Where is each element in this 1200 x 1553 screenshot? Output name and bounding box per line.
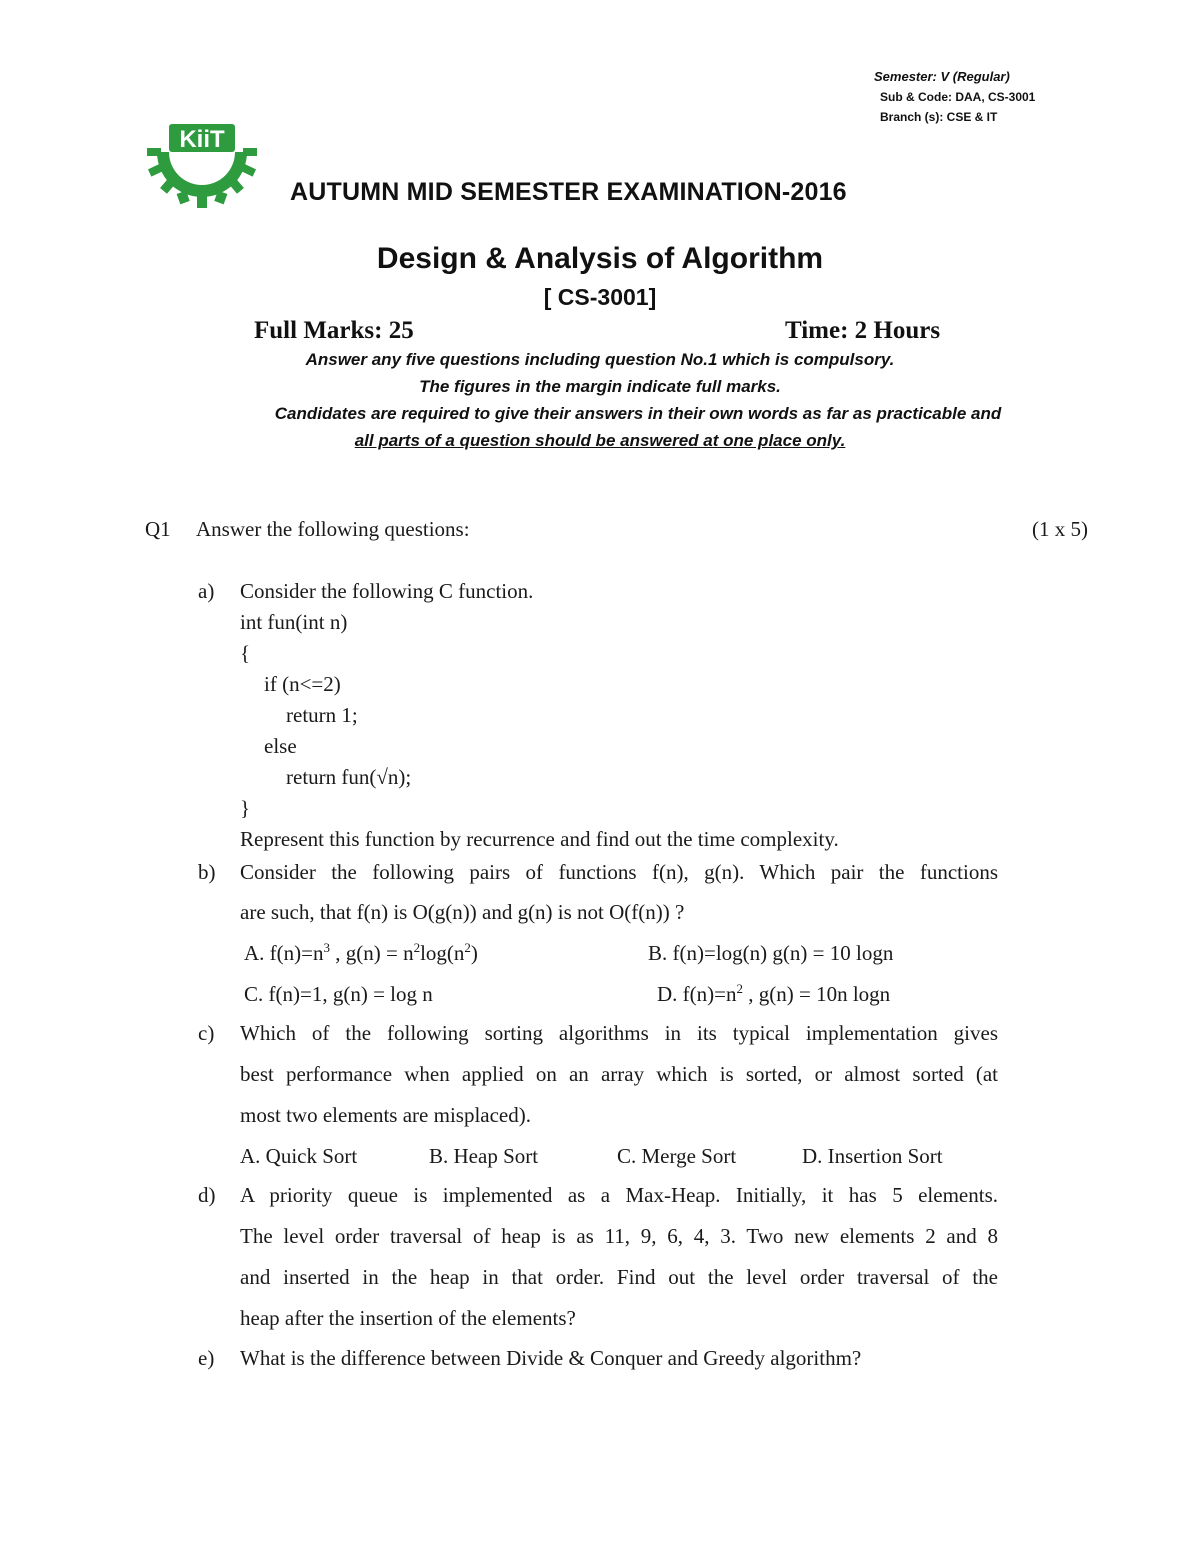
part-e-line-1: What is the difference between Divide & Conquer and Greedy algorithm?: [240, 1346, 862, 1370]
instruction-line-4: all parts of a question should be answered at one place only.: [354, 431, 846, 450]
part-d-line-3: and inserted in the heap in that order. Find out the level order traversal of the: [240, 1265, 998, 1289]
sort-option-c: C. Merge Sort: [617, 1144, 737, 1168]
subject-code-info: Sub & Code: DAA, CS-3001: [880, 90, 1036, 104]
part-b-label: b): [198, 860, 216, 884]
code-line: int fun(int n): [240, 610, 348, 634]
instruction-line-2: The figures in the margin indicate full marks.: [419, 377, 781, 396]
course-code: [ CS-3001]: [543, 284, 657, 310]
question-marks: (1 x 5): [1032, 517, 1088, 541]
code-line: return fun(√n);: [286, 765, 412, 789]
part-d-line-1: A priority queue is implemented as a Max-Heap. Initially, it has 5 elements.: [240, 1183, 998, 1207]
option-d: D. $f(n)=n^2$ , g(n) = 10n logn: [657, 981, 891, 1006]
code-line: if (n<=2): [264, 672, 341, 696]
option-c: C. f(n)=1, g(n) = log n: [244, 982, 433, 1006]
part-b-line-1: Consider the following pairs of functions f(n), g(n). Which pair the functions: [240, 860, 998, 884]
code-line: {: [240, 641, 251, 665]
sort-option-a: A. Quick Sort: [240, 1144, 358, 1168]
part-a-ask: Represent this function by recurrence and find out the time complexity.: [240, 827, 839, 851]
question-number: Q1: [145, 517, 171, 541]
branch-info: Branch (s): CSE & IT: [880, 110, 998, 124]
part-b-line-2: are such, that f(n) is O(g(n)) and g(n) is not O(f(n)) ?: [240, 900, 685, 924]
option-a: A. $f(n)=n^3$ , $g(n) = n^2\log(n^2)$: [244, 940, 478, 965]
sort-option-d: D. Insertion Sort: [802, 1144, 943, 1168]
code-line: return 1;: [286, 703, 358, 727]
part-c-line-1: Which of the following sorting algorithms in its typical implementation gives: [240, 1021, 998, 1045]
part-a-label: a): [198, 579, 215, 603]
semester-info: Semester: V (Regular): [874, 69, 1010, 84]
svg-text:KiiT: KiiT: [179, 126, 225, 153]
instruction-line-3: Candidates are required to give their answers in their own words as far as practicable and: [274, 404, 1002, 423]
code-line: }: [240, 796, 251, 820]
course-title: Design & Analysis of Algorithm: [376, 242, 824, 275]
question-prompt: Answer the following questions:: [196, 517, 470, 541]
part-c-label: c): [198, 1021, 215, 1045]
part-d-label: d): [198, 1183, 216, 1207]
code-line: else: [264, 734, 297, 758]
instruction-line-1: Answer any five questions including question No.1 which is compulsory.: [305, 350, 895, 369]
sort-option-b: B. Heap Sort: [429, 1144, 539, 1168]
exam-title: AUTUMN MID SEMESTER EXAMINATION-2016: [290, 178, 847, 206]
kiit-logo: [143, 122, 261, 208]
part-e-label: e): [198, 1346, 215, 1370]
full-marks: Full Marks: 25: [254, 317, 414, 344]
part-d-line-2: The level order traversal of heap is as 11, 9, 6, 4, 3. Two new elements 2 and 8: [240, 1224, 998, 1248]
part-c-line-3: most two elements are misplaced).: [240, 1103, 531, 1127]
part-c-line-2: best performance when applied on an array which is sorted, or almost sorted (at: [240, 1062, 998, 1086]
option-b: B. f(n)=log(n) g(n) = 10 logn: [648, 941, 894, 965]
part-d-line-4: heap after the insertion of the elements?: [240, 1306, 576, 1330]
part-a-intro: Consider the following C function.: [240, 579, 534, 603]
exam-time: Time: 2 Hours: [785, 317, 941, 344]
